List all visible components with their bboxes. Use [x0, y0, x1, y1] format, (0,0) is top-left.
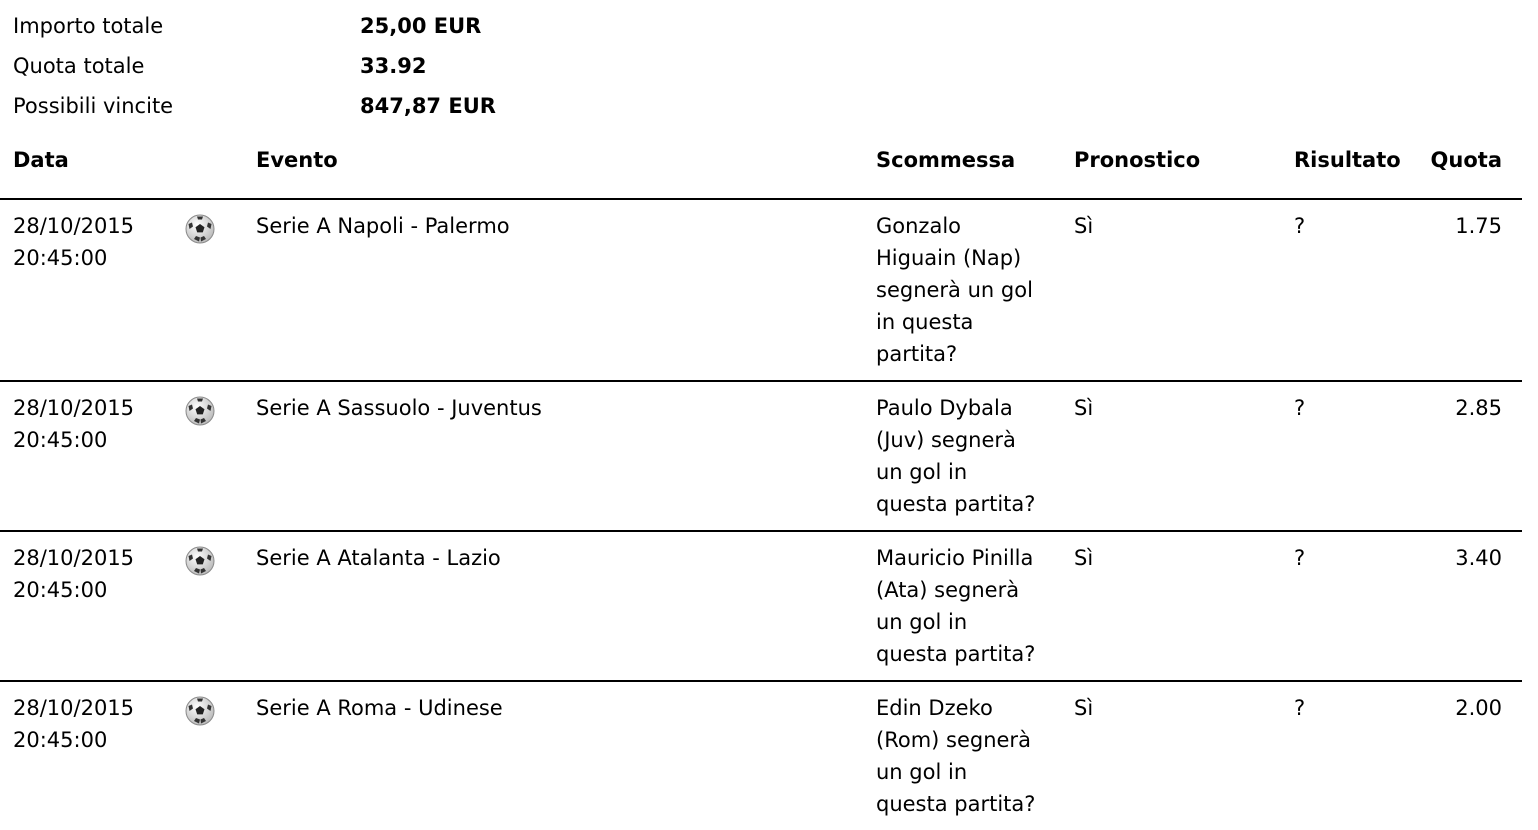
odds: 3.40: [1455, 546, 1502, 570]
bet-description-line: Gonzalo: [876, 214, 962, 238]
table-header: [0, 144, 1522, 200]
result: ?: [1294, 214, 1306, 238]
header-scommessa: Scommessa: [876, 148, 1016, 172]
result: ?: [1294, 396, 1306, 420]
bet-description: [876, 210, 1056, 370]
event-date: 28/10/2015: [13, 696, 135, 720]
event-datetime: [13, 210, 173, 274]
bet-description-line: (Rom) segnerà: [876, 728, 1031, 752]
soccer-ball-icon: [184, 392, 218, 427]
odds: 2.00: [1455, 696, 1502, 720]
bet-description-line: Edin Dzeko: [876, 696, 993, 720]
soccer-ball-icon: [184, 542, 218, 577]
bet-description-line: questa partita?: [876, 642, 1036, 666]
header-pronostico: Pronostico: [1074, 148, 1201, 172]
soccer-ball-icon: [184, 692, 218, 727]
summary-value: 33.92: [360, 54, 427, 78]
event-date: 28/10/2015: [13, 546, 135, 570]
event-name: Serie A Sassuolo - Juventus: [256, 396, 542, 420]
table-row: [0, 680, 1522, 830]
bet-summary: [13, 10, 613, 130]
bet-description-line: partita?: [876, 342, 958, 366]
summary-row-vincite: [13, 90, 613, 130]
table-row: [0, 198, 1522, 382]
summary-row-quota: [13, 50, 613, 90]
event-time: 20:45:00: [13, 578, 108, 602]
prediction: Sì: [1074, 546, 1094, 570]
result: ?: [1294, 546, 1306, 570]
odds: 1.75: [1455, 214, 1502, 238]
bet-description-line: un gol in: [876, 460, 968, 484]
summary-label: Importo totale: [13, 14, 164, 38]
prediction: Sì: [1074, 396, 1094, 420]
summary-label: Quota totale: [13, 54, 145, 78]
header-risultato: Risultato: [1294, 148, 1401, 172]
bet-description: [876, 692, 1056, 820]
prediction: Sì: [1074, 214, 1094, 238]
bet-description-line: (Juv) segnerà: [876, 428, 1016, 452]
header-evento: Evento: [256, 148, 338, 172]
summary-value: 847,87 EUR: [360, 94, 496, 118]
event-datetime: [13, 692, 173, 756]
table-row: [0, 530, 1522, 682]
bet-description: [876, 392, 1056, 520]
event-datetime: [13, 392, 173, 456]
event-time: 20:45:00: [13, 428, 108, 452]
event-name: Serie A Atalanta - Lazio: [256, 546, 501, 570]
header-data: Data: [13, 148, 69, 172]
bet-description-line: Mauricio Pinilla: [876, 546, 1034, 570]
event-date: 28/10/2015: [13, 214, 135, 238]
event-date: 28/10/2015: [13, 396, 135, 420]
prediction: Sì: [1074, 696, 1094, 720]
bet-description-line: in questa: [876, 310, 974, 334]
result: ?: [1294, 696, 1306, 720]
bet-description-line: Higuain (Nap): [876, 246, 1022, 270]
soccer-ball-icon: [184, 210, 218, 245]
summary-value: 25,00 EUR: [360, 14, 482, 38]
summary-row-importo: [13, 10, 613, 50]
table-row: [0, 380, 1522, 532]
bet-description-line: segnerà un gol: [876, 278, 1033, 302]
header-quota: Quota: [1430, 148, 1502, 172]
bet-description-line: questa partita?: [876, 792, 1036, 816]
event-datetime: [13, 542, 173, 606]
event-name: Serie A Roma - Udinese: [256, 696, 503, 720]
bet-description-line: questa partita?: [876, 492, 1036, 516]
summary-label: Possibili vincite: [13, 94, 174, 118]
event-time: 20:45:00: [13, 246, 108, 270]
bet-description-line: un gol in: [876, 610, 968, 634]
bet-description-line: un gol in: [876, 760, 968, 784]
bet-description: [876, 542, 1056, 670]
event-time: 20:45:00: [13, 728, 108, 752]
bet-description-line: (Ata) segnerà: [876, 578, 1020, 602]
event-name: Serie A Napoli - Palermo: [256, 214, 510, 238]
bet-description-line: Paulo Dybala: [876, 396, 1013, 420]
odds: 2.85: [1455, 396, 1502, 420]
